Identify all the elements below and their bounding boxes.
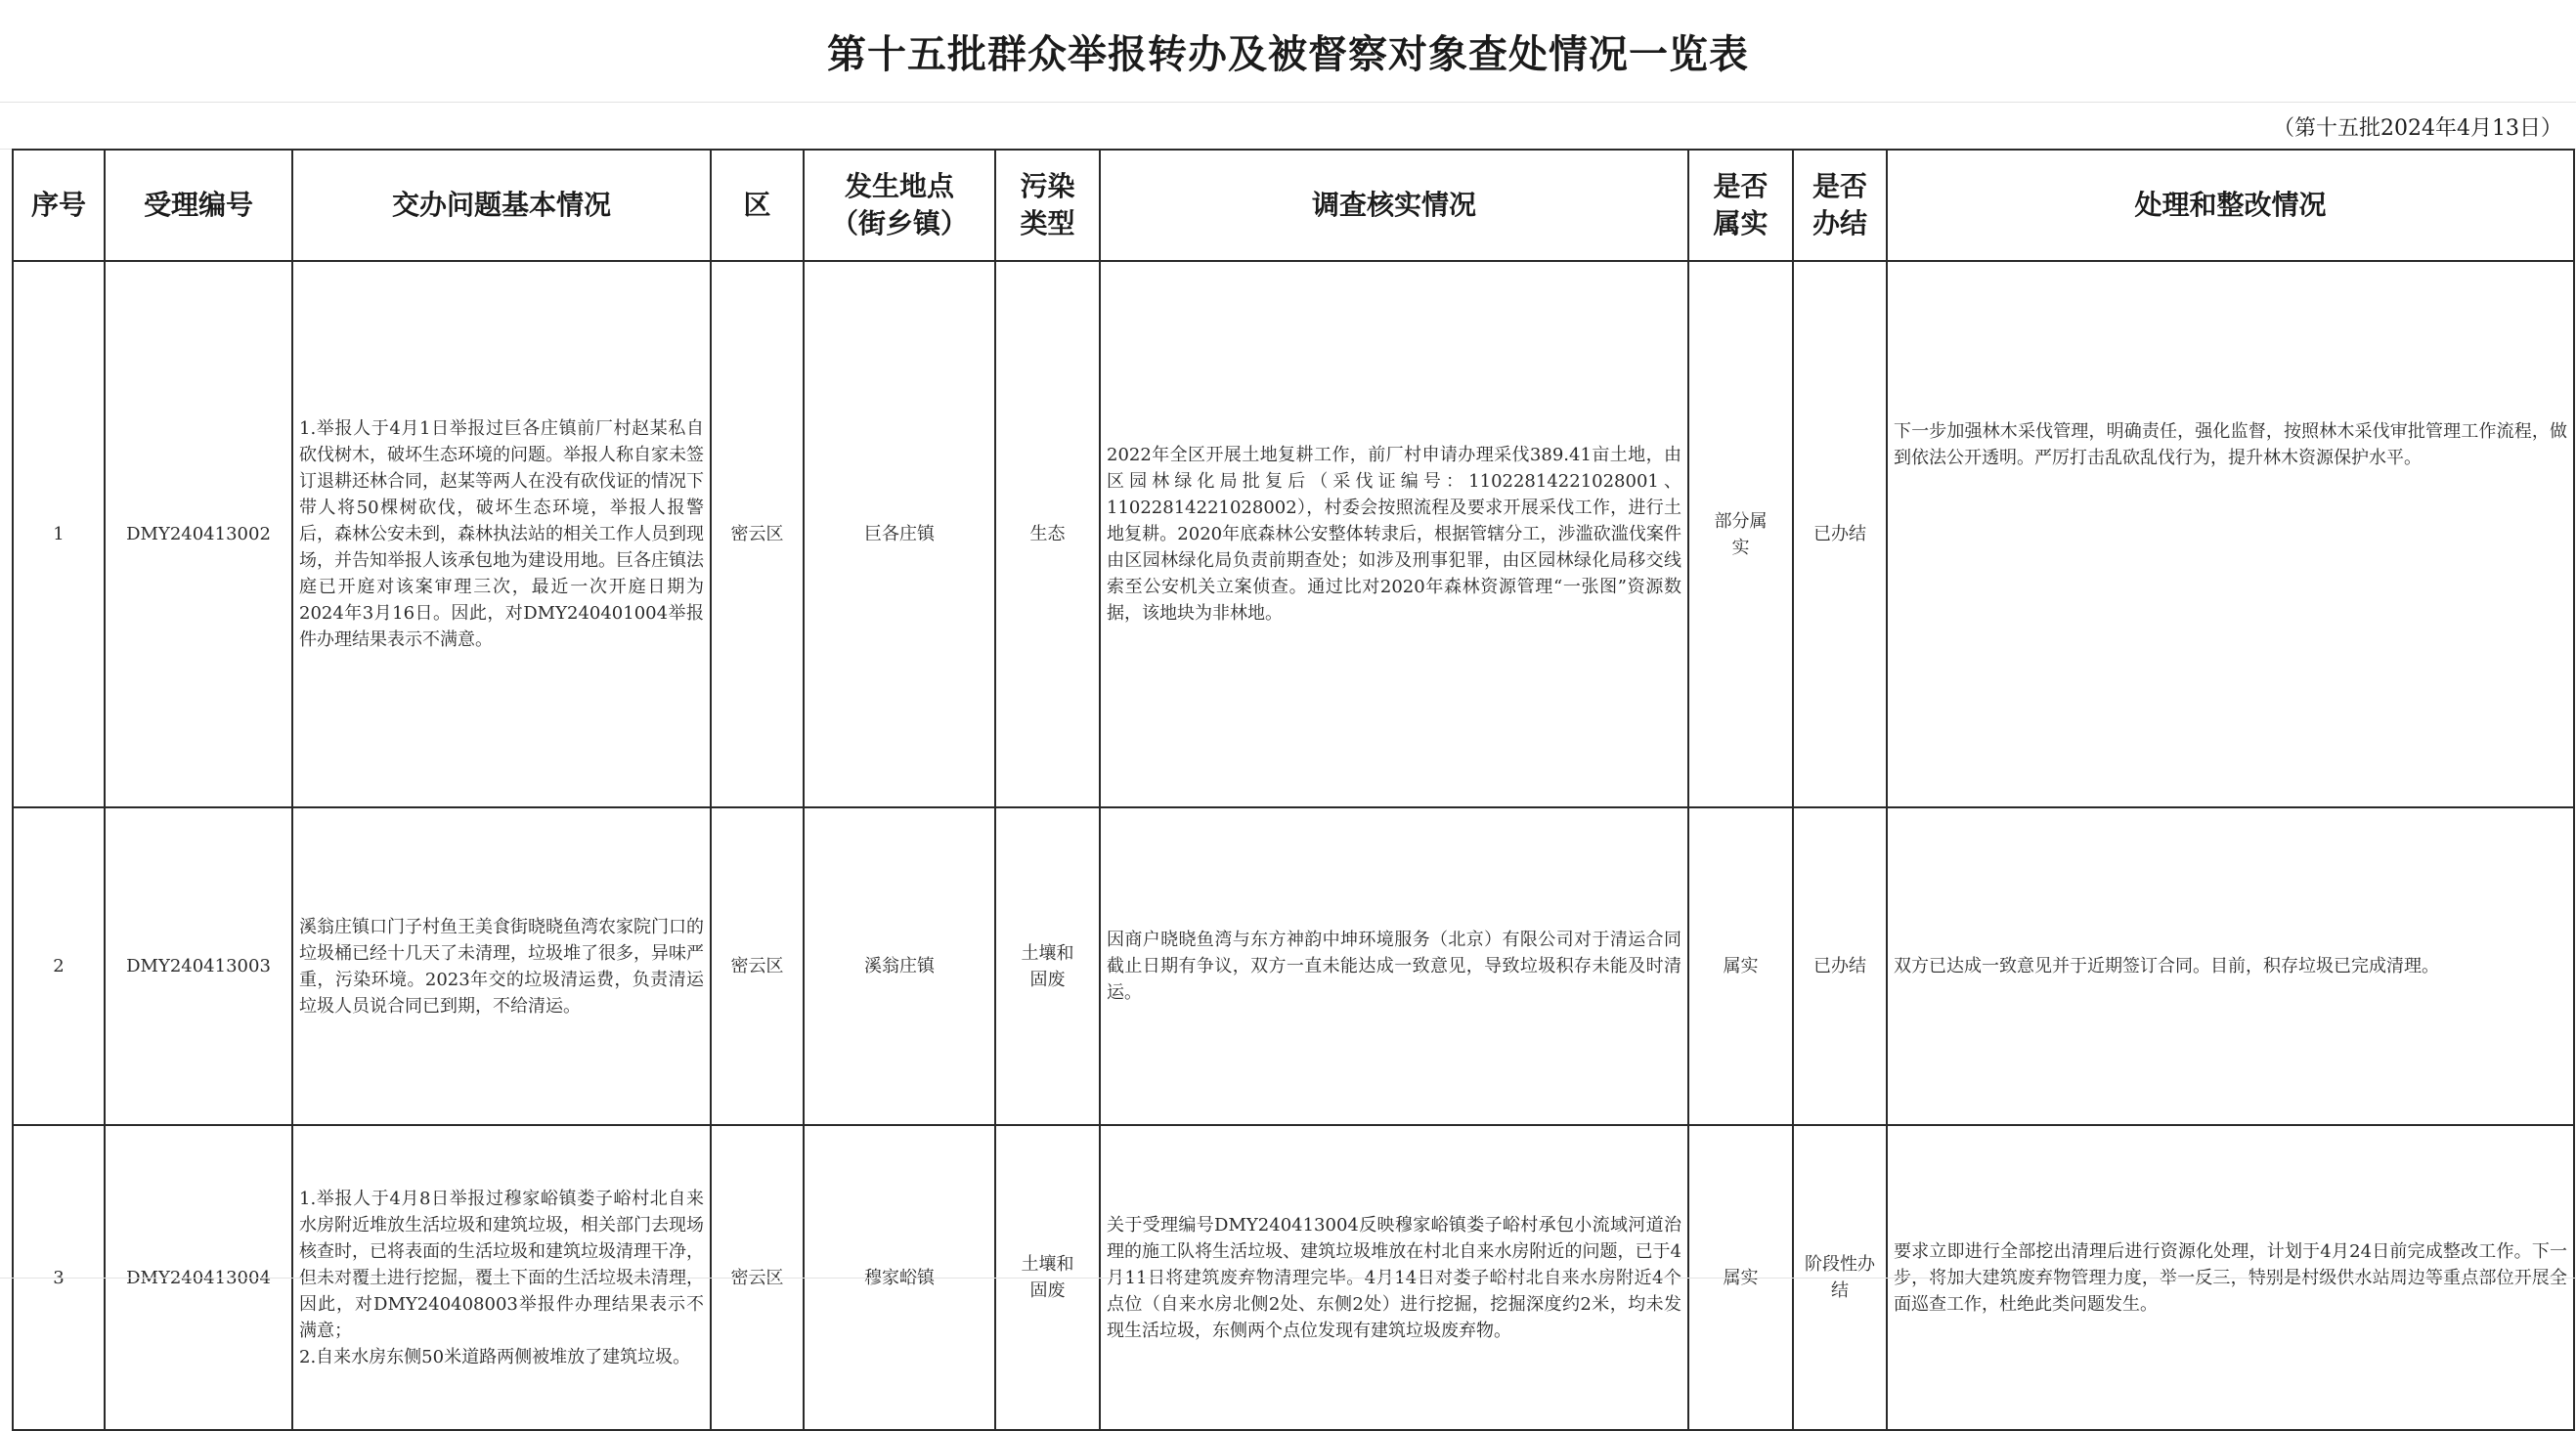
- header-investigation: 调查核实情况: [1100, 150, 1688, 261]
- cell-location: 巨各庄镇: [804, 261, 995, 807]
- header-closed-line2: 办结: [1812, 207, 1867, 239]
- header-location: [804, 150, 995, 261]
- header-row: [13, 150, 2574, 261]
- batch-note: （第十五批2024年4月13日）: [2273, 116, 2562, 141]
- header-closed: [1793, 150, 1887, 261]
- cell-investigation: 2022年全区开展土地复耕工作，前厂村申请办理采伐389.41亩土地，由区园林绿化局批复后（采伐证编号：11022814221028001、11022814221028002），村委会按照流程及要求开展采伐工作，进行土地复耕。2020年底森林公安整体转隶后，根据管辖分工，涉滥砍滥伐案件由区园林绿化局负责前期查处；如涉及刑事犯罪，由区园林绿化局移交线索至公安机关立案侦查。通过比对2020年森林资源管理“一张图”资源数据，该地块为非林地。: [1100, 261, 1688, 807]
- header-verified: [1688, 150, 1793, 261]
- batch-row: [0, 102, 2576, 150]
- cell-problem-part2: 2.自来水房东侧50米道路两侧被堆放了建筑垃圾。: [299, 1346, 691, 1367]
- cell-pollution-type: 生态: [995, 261, 1100, 807]
- cell-location: 穆家峪镇: [804, 1125, 995, 1430]
- header-location-line2: （街乡镇）: [830, 207, 968, 239]
- header-district: 区: [711, 150, 804, 261]
- cell-verified: 属实: [1688, 1125, 1793, 1430]
- cell-location: 溪翁庄镇: [804, 807, 995, 1125]
- cell-closed: 阶段性办结: [1793, 1125, 1887, 1430]
- sheet-footer-strip: [0, 1278, 2576, 1293]
- cell-seq: 1: [13, 261, 105, 807]
- cell-seq: 3: [13, 1125, 105, 1430]
- cell-verified: 属实: [1688, 807, 1793, 1125]
- header-pollution-line1: 污染: [1020, 170, 1075, 203]
- cell-district: 密云区: [711, 807, 804, 1125]
- header-verified-line2: 属实: [1713, 207, 1768, 239]
- header-pollution-type: [995, 150, 1100, 261]
- header-receipt-no: 受理编号: [105, 150, 292, 261]
- cell-investigation: 关于受理编号DMY240413004反映穆家峪镇娄子峪村承包小流域河道治理的施工队将生活垃圾、建筑垃圾堆放在村北自来水房附近的问题，已于4月11日将建筑废弃物清理完毕。4月14日对娄子峪村北自来水房附近4个点位（自来水房北侧2处、东侧2处）进行挖掘，挖掘深度约2米，均未发现生活垃圾，东侧两个点位发现有建筑垃圾废弃物。: [1100, 1125, 1688, 1430]
- header-handling: 处理和整改情况: [1887, 150, 2574, 261]
- table-row: [13, 261, 2574, 807]
- cell-handling: 下一步加强林木采伐管理，明确责任，强化监督，按照林木采伐审批管理工作流程，做到依法公开透明。严厉打击乱砍乱伐行为，提升林木资源保护水平。: [1887, 261, 2574, 807]
- cell-seq: 2: [13, 807, 105, 1125]
- report-table: [12, 149, 2575, 1431]
- cell-handling: 要求立即进行全部挖出清理后进行资源化处理，计划于4月24日前完成整改工作。下一步，将加大建筑废弃物管理力度，举一反三，特别是村级供水站周边等重点部位开展全面巡查工作，杜绝此类问题发生。: [1887, 1125, 2574, 1430]
- header-pollution-line2: 类型: [1020, 207, 1075, 239]
- cell-district: 密云区: [711, 261, 804, 807]
- cell-pollution-type: 土壤和固废: [995, 1125, 1100, 1430]
- header-closed-line1: 是否: [1812, 170, 1867, 203]
- cell-receipt-no: DMY240413004: [105, 1125, 292, 1430]
- title-row: [0, 0, 2576, 103]
- cell-problem: 1.举报人于4月1日举报过巨各庄镇前厂村赵某私自砍伐树木，破坏生态环境的问题。举报人称自家未签订退耕还林合同，赵某等两人在没有砍伐证的情况下带人将50棵树砍伐，破坏生态环境，举报人报警后，森林公安未到，森林执法站的相关工作人员到现场，并告知举报人该承包地为建设用地。巨各庄镇法庭已开庭对该案审理三次，最近一次开庭日期为2024年3月16日。因此，对DMY240401004举报件办理结果表示不满意。: [292, 261, 711, 807]
- cell-district: 密云区: [711, 1125, 804, 1430]
- cell-investigation: 因商户晓晓鱼湾与东方神韵中坤环境服务（北京）有限公司对于清运合同截止日期有争议，双方一直未能达成一致意见，导致垃圾积存未能及时清运。: [1100, 807, 1688, 1125]
- page-title: 第十五批群众举报转办及被督察对象查处情况一览表: [827, 30, 1749, 77]
- cell-receipt-no: DMY240413002: [105, 261, 292, 807]
- cell-pollution-type: 土壤和固废: [995, 807, 1100, 1125]
- header-verified-line1: 是否: [1713, 170, 1768, 203]
- header-location-line1: 发生地点: [844, 170, 954, 203]
- cell-closed: 已办结: [1793, 807, 1887, 1125]
- table-row: [13, 807, 2574, 1125]
- cell-problem-part1: 1.举报人于4月8日举报过穆家峪镇娄子峪村北自来水房附近堆放生活垃圾和建筑垃圾，相关部门去现场核查时，已将表面的生活垃圾和建筑垃圾清理干净，但未对覆土进行挖掘，覆土下面的生活垃圾未清理，因此，对DMY240408003举报件办理结果表示不满意；: [299, 1188, 704, 1341]
- cell-problem: 溪翁庄镇口门子村鱼王美食街晓晓鱼湾农家院门口的垃圾桶已经十几天了未清理，垃圾堆了很多，异味严重，污染环境。2023年交的垃圾清运费，负责清运垃圾人员说合同已到期，不给清运。: [292, 807, 711, 1125]
- header-problem: 交办问题基本情况: [292, 150, 711, 261]
- cell-verified: 部分属实: [1688, 261, 1793, 807]
- cell-handling: 双方已达成一致意见并于近期签订合同。目前，积存垃圾已完成清理。: [1887, 807, 2574, 1125]
- header-seq: 序号: [13, 150, 105, 261]
- cell-closed: 已办结: [1793, 261, 1887, 807]
- cell-receipt-no: DMY240413003: [105, 807, 292, 1125]
